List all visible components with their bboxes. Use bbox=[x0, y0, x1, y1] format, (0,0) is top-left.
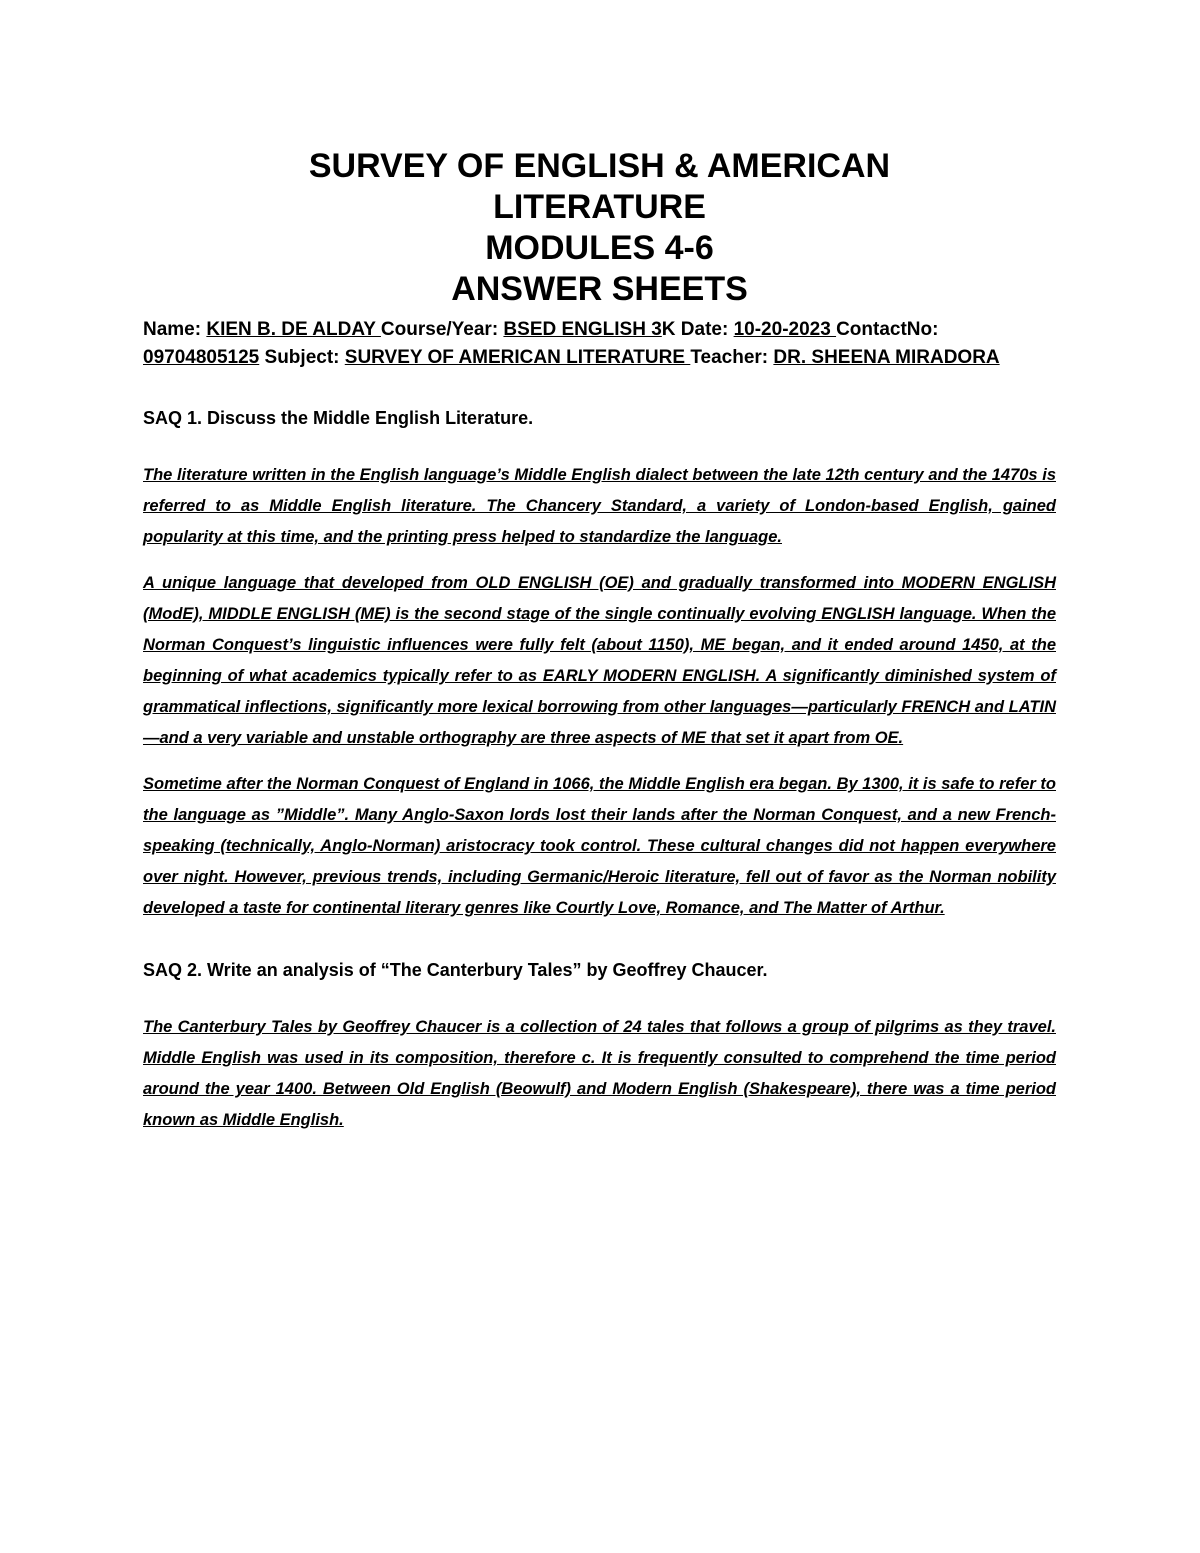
saq1-question: SAQ 1. Discuss the Middle English Literature. bbox=[143, 408, 534, 428]
title-line: SURVEY OF ENGLISH & AMERICAN bbox=[308, 147, 891, 185]
teacher-value: DR. SHEENA MIRADORA bbox=[773, 347, 1000, 368]
saq2-answer-paragraph: The Canterbury Tales by Geoffrey Chaucer is a collection of 24 tales that follows a group of pilgrims as they travel. Middle English was used in its composition, therefore c. It is frequently consulted to comprehend the time period around the year 1400. Between Old English (Beowulf) and Modern English (Shakespeare), there was a time period known as Middle English. bbox=[143, 1018, 1056, 1129]
contact-value: 09704805125 bbox=[143, 347, 260, 368]
saq1-answer-paragraph: A unique language that developed from OLD ENGLISH (OE) and gradually transformed into MODERN ENGLISH (ModE), MIDDLE ENGLISH (ME) is the second stage of the single continually evolving ENGLISH language. When the Norman Conquest’s linguistic influences were fully felt (about 1150), ME began, and it ended around 1450, at the beginning of what academics typically refer to as EARLY MODERN ENGLISH. A significantly diminished system of grammatical inflections, significantly more lexical borrowing from other languages—particularly FRENCH and LATIN—and a very variable and unstable orthography are three aspects of ME that set it apart from OE. bbox=[143, 574, 1056, 747]
saq1-answer-paragraph: The literature written in the English language’s Middle English dialect between the late 12th century and the 1470s is referred to as Middle English literature. The Chancery Standard, a variety of London-based English, gained popularity at this time, and the printing press helped to standardize the language. bbox=[143, 466, 1056, 546]
date-label: Date: bbox=[680, 319, 734, 340]
teacher-label: Teacher: bbox=[690, 347, 774, 368]
saq2-question: SAQ 2. Write an analysis of “The Canterbury Tales” by Geoffrey Chaucer. bbox=[143, 960, 768, 980]
subject-value: SURVEY OF AMERICAN LITERATURE bbox=[344, 347, 691, 368]
student-info bbox=[143, 316, 1056, 372]
contact-label: ContactNo: bbox=[836, 319, 939, 340]
saq1-answer-paragraph: Sometime after the Norman Conquest of England in 1066, the Middle English era began. By 1300, it is safe to refer to the language as ”Middle”. Many Anglo-Saxon lords lost their lands after the Norman Conquest, and a new French-speaking (technically, Anglo-Norman) aristocracy took control. These cultural changes did not happen everywhere over night. However, previous trends, including Germanic/Heroic literature, fell out of favor as the Norman nobility developed a taste for continental literary genres like Courtly Love, Romance, and The Matter of Arthur. bbox=[143, 775, 1056, 917]
date-value: 10-20-2023 bbox=[733, 319, 837, 340]
course-label: Course/Year: bbox=[380, 319, 504, 340]
document-title bbox=[143, 146, 1056, 310]
course-value: BSED ENGLISH 3 bbox=[503, 319, 662, 340]
title-line: MODULES 4-6 bbox=[485, 229, 714, 267]
name-label: Name: bbox=[143, 319, 207, 340]
title-line: ANSWER SHEETS bbox=[451, 270, 748, 308]
student-name: KIEN B. DE ALDAY bbox=[206, 319, 381, 340]
title-line: LITERATURE bbox=[493, 188, 706, 226]
document-page bbox=[143, 146, 1056, 1136]
course-suffix: K bbox=[661, 319, 681, 340]
subject-label: Subject: bbox=[259, 347, 345, 368]
